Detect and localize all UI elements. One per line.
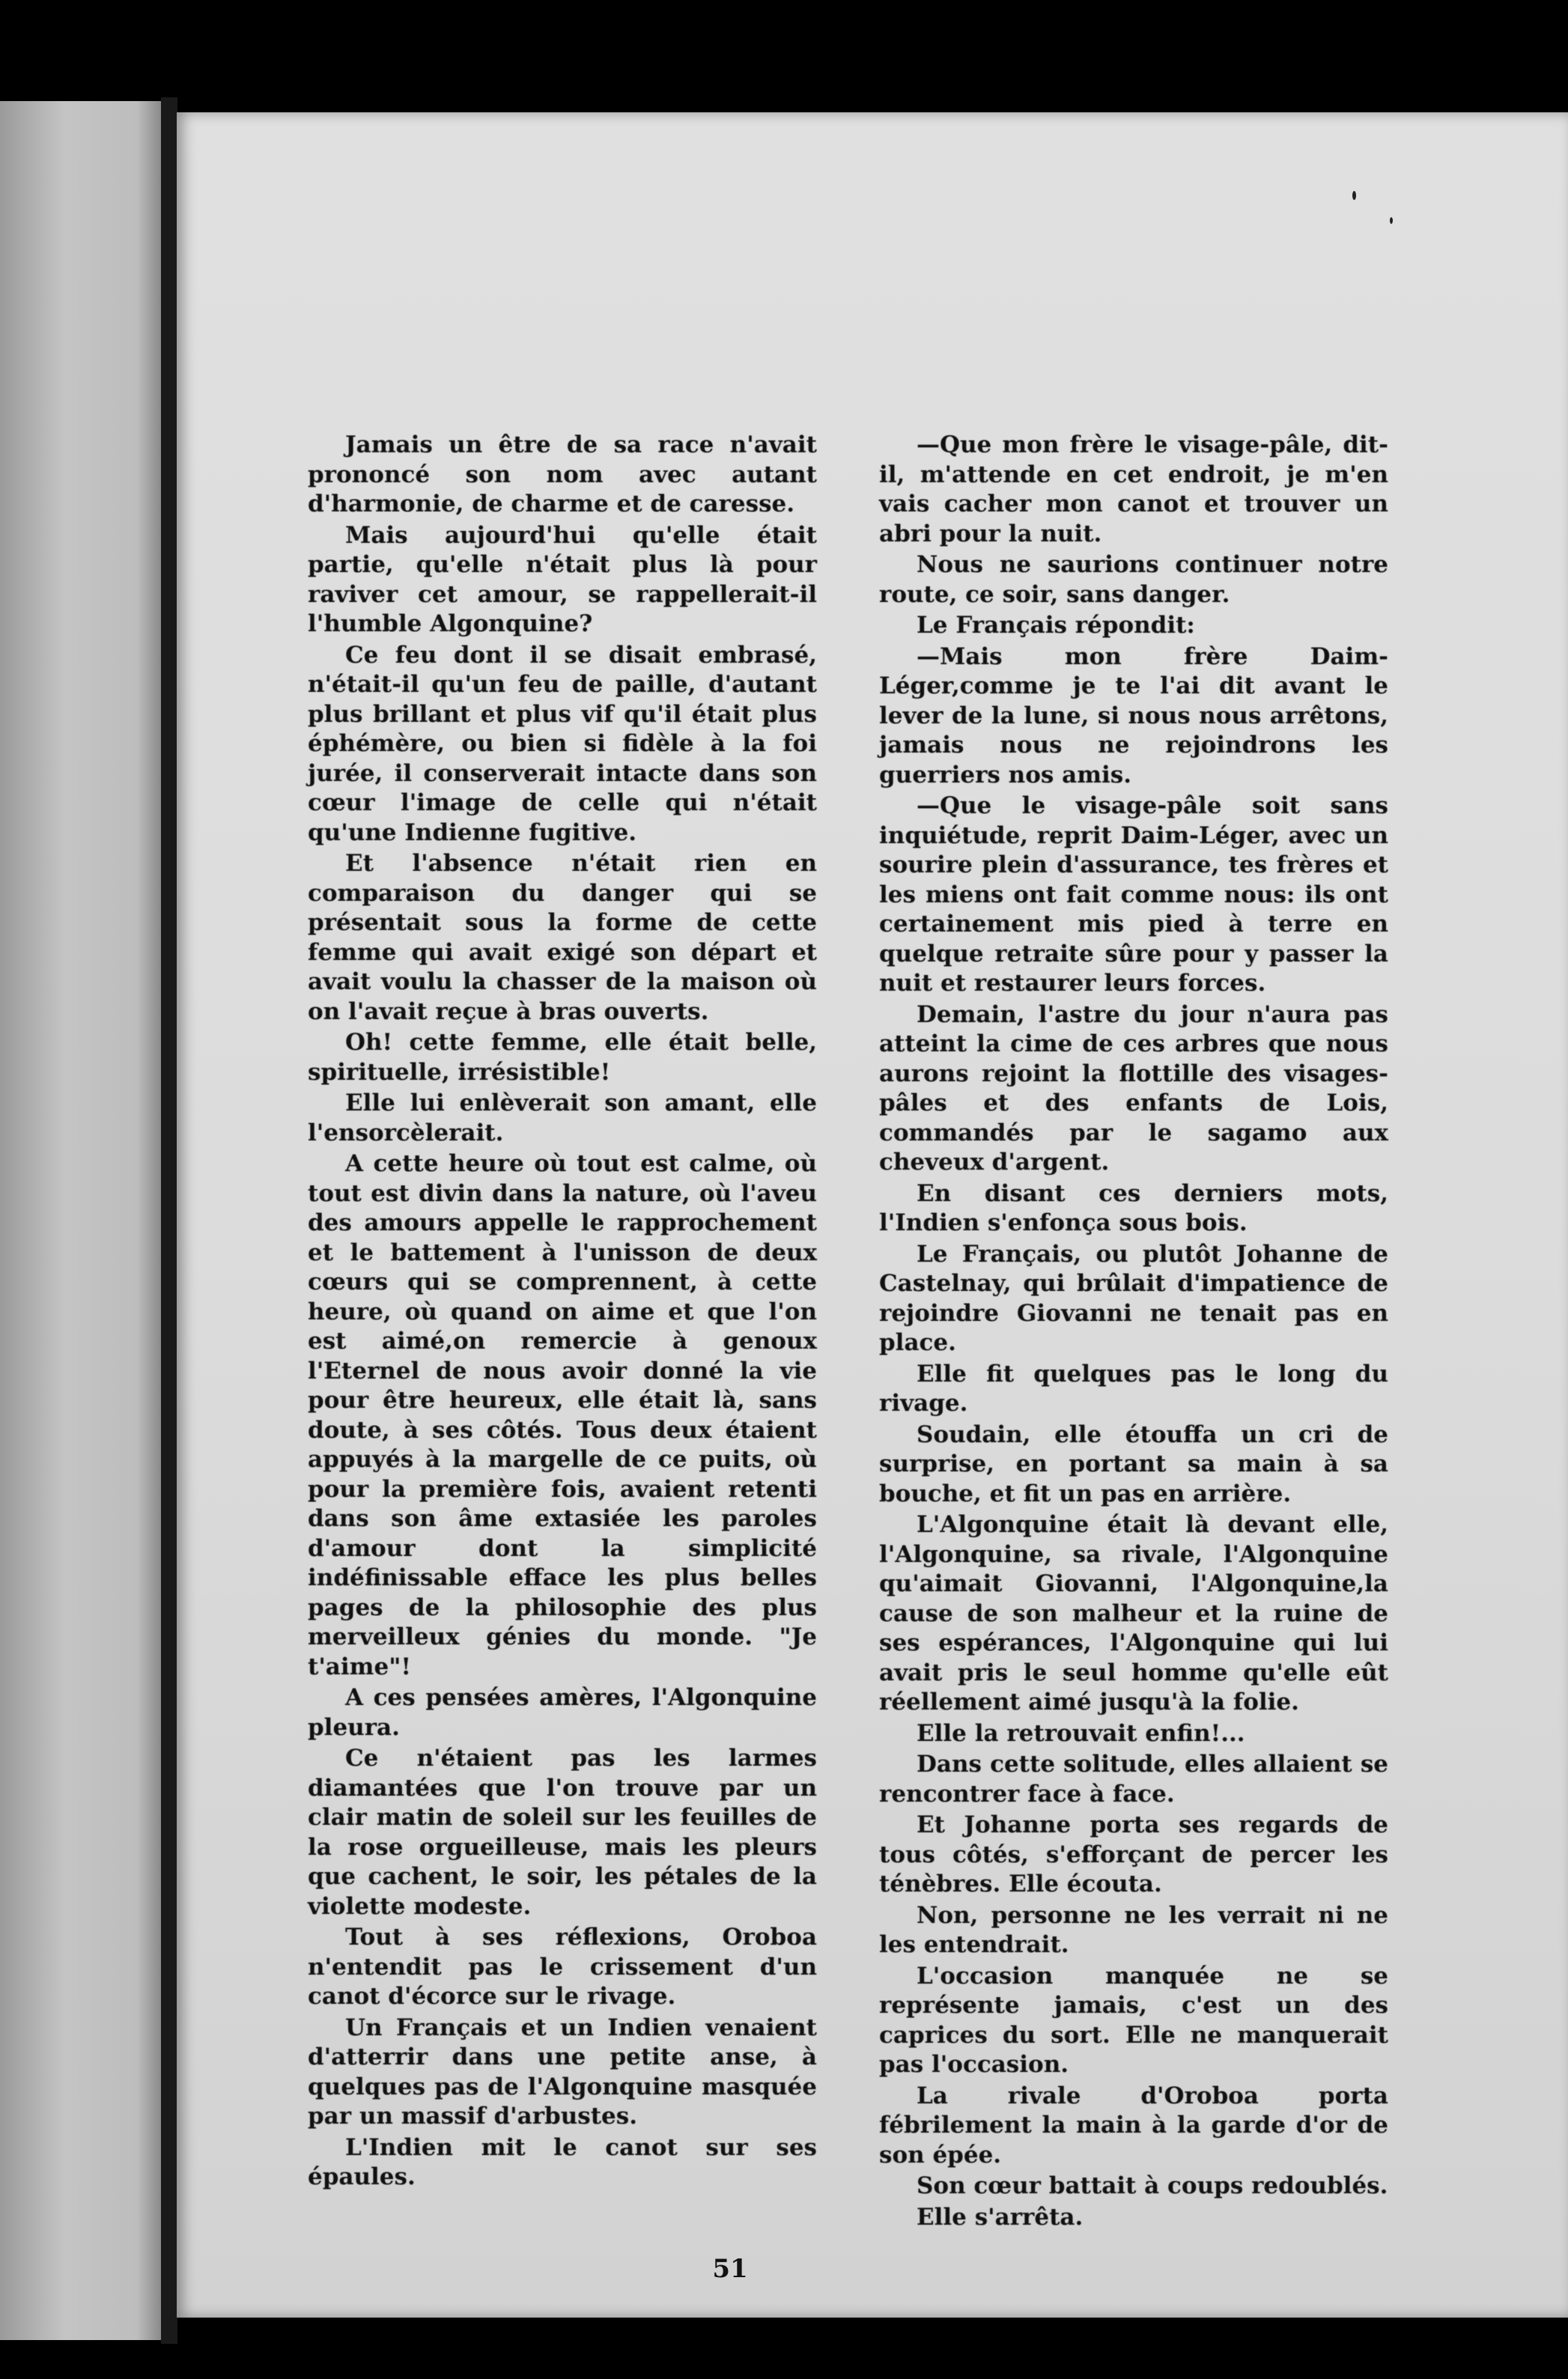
paragraph: Elle lui enlèverait son amant, elle l'ensorcèlerait. bbox=[308, 1090, 817, 1146]
paragraph: Soudain, elle étouffa un cri de surprise, en portant sa main à sa bouche, et fit un pas en arrière. bbox=[879, 1421, 1388, 1507]
paragraph: Le Français répondit: bbox=[917, 612, 1195, 639]
paragraph: L'occasion manquée ne se représente jamais, c'est un des caprices du sort. Elle ne manquerait pas l'occasion. bbox=[879, 1962, 1388, 2078]
paragraph: —Mais mon frère Daim-Léger,comme je te l'ai dit avant le lever de la lune, si nous nous arrêtons, jamais nous ne rejoindrons les guerriers nos amis. bbox=[879, 642, 1388, 789]
paragraph: Elle s'arrêta. bbox=[917, 2203, 1084, 2231]
paragraph: Demain, l'astre du jour n'aura pas atteint la cime de ces arbres que nous aurons rejoint la flottille des visages-pâles et des enfants de Lois, commandés par le sagamo aux cheveux d'argent. bbox=[879, 1000, 1388, 1176]
paragraph: Et l'absence n'était rien en comparaison du danger qui se présentait sous la forme de cette femme qui avait exigé son départ et avait voulu la chasser de la maison où on l'avait reçue à bras ouverts. bbox=[308, 850, 817, 1025]
paragraph: Non, personne ne les verrait ni ne les entendrait. bbox=[879, 1901, 1388, 1958]
paragraph: Ce n'étaient pas les larmes diamantées que l'on trouve par un clair matin de soleil sur les feuilles de la rose orgueilleuse, mais les pleurs que cachent, le soir, les pétales de la violette modeste. bbox=[308, 1745, 817, 1920]
paragraph: En disant ces derniers mots, l'Indien s'enfonça sous bois. bbox=[879, 1179, 1388, 1236]
book-page bbox=[177, 112, 1568, 2318]
paragraph: A ces pensées amères, l'Algonquine pleura. bbox=[308, 1684, 817, 1741]
text-column-left bbox=[308, 431, 817, 2194]
paragraph: Un Français et un Indien venaient d'atterrir dans une petite anse, à quelques pas de l'Algonquine masquée par un massif d'arbustes. bbox=[308, 2014, 817, 2130]
paragraph: A cette heure où tout est calme, où tout est divin dans la nature, où l'aveu des amours appelle le rapprochement et le battement à l'unisson de deux cœurs qui se comprennent, à cette heure, où quand on aime et que l'on est aimé,on remercie à genoux l'Eternel de nous avoir donné la vie pour être heureux, elle était là, sans doute, à ses côtés. Tous deux étaient appuyés à la margelle de ce puits, où pour la première fois, avaient retenti dans son âme extasiée les paroles d'amour dont la simplicité indéfinissable efface les plus belles pages de la philosophie des plus merveilleux génies du monde. "Je t'aime"! bbox=[308, 1150, 817, 1680]
paragraph: Son cœur battait à coups redoublés. bbox=[917, 2172, 1388, 2199]
text-column-right bbox=[879, 431, 1388, 2234]
paragraph: Elle la retrouvait enfin!... bbox=[917, 1719, 1245, 1747]
paragraph: Le Français, ou plutôt Johanne de Castelnay, qui brûlait d'impatience de rejoindre Giovanni ne tenait pas en place. bbox=[879, 1240, 1388, 1356]
adjacent-page-edge bbox=[0, 101, 161, 2340]
paragraph: Et Johanne porta ses regards de tous côtés, s'efforçant de percer les ténèbres. Elle écouta. bbox=[879, 1811, 1388, 1898]
paragraph: Nous ne saurions continuer notre route, ce soir, sans danger. bbox=[879, 551, 1388, 608]
paragraph: La rivale d'Oroboa porta fébrilement la main à la garde d'or de son épée. bbox=[879, 2082, 1388, 2169]
paragraph: Tout à ses réflexions, Oroboa n'entendit pas le crissement d'un canot d'écorce sur le rivage. bbox=[308, 1924, 817, 2010]
paragraph: Jamais un être de sa race n'avait prononcé son nom avec autant d'harmonie, de charme et de caresse. bbox=[308, 431, 817, 517]
page-gutter bbox=[161, 97, 177, 2344]
paragraph: —Que mon frère le visage-pâle, dit-il, m'attende en cet endroit, je m'en vais cacher mon canot et trouver un abri pour la nuit. bbox=[879, 431, 1388, 547]
paragraph: Elle fit quelques pas le long du rivage. bbox=[879, 1360, 1388, 1417]
dust-speck bbox=[1390, 217, 1393, 224]
dust-speck bbox=[1352, 191, 1356, 200]
paragraph: —Que le visage-pâle soit sans inquiétude, reprit Daim-Léger, avec un sourire plein d'assurance, tes frères et les miens ont fait comme nous: ils ont certainement mis pied à terre en quelque retraite sûre pour y passer la nuit et restaurer leurs forces. bbox=[879, 792, 1388, 997]
page-number: 51 bbox=[712, 2254, 748, 2284]
paragraph: L'Algonquine était là devant elle, l'Algonquine, sa rivale, l'Algonquine qu'aimait Giovanni, l'Algonquine,la cause de son malheur et la ruine de ses espérances, l'Algonquine qui lui avait pris le seul homme qu'elle eût réellement aimé jusqu'à la folie. bbox=[879, 1511, 1388, 1716]
paragraph: Mais aujourd'hui qu'elle était partie, qu'elle n'était plus là pour raviver cet amour, se rappellerait-il l'humble Algonquine? bbox=[308, 521, 817, 637]
paragraph: Oh! cette femme, elle était belle, spirituelle, irrésistible! bbox=[308, 1029, 817, 1086]
paragraph: Dans cette solitude, elles allaient se rencontrer face à face. bbox=[879, 1751, 1388, 1808]
paragraph: L'Indien mit le canot sur ses épaules. bbox=[308, 2133, 817, 2190]
paragraph: Ce feu dont il se disait embrasé, n'était-il qu'un feu de paille, d'autant plus brillant et plus vif qu'il était plus éphémère, ou bien si fidèle à la foi jurée, il conserverait intacte dans son cœur l'image de celle qui n'était qu'une Indienne fugitive. bbox=[308, 641, 817, 846]
